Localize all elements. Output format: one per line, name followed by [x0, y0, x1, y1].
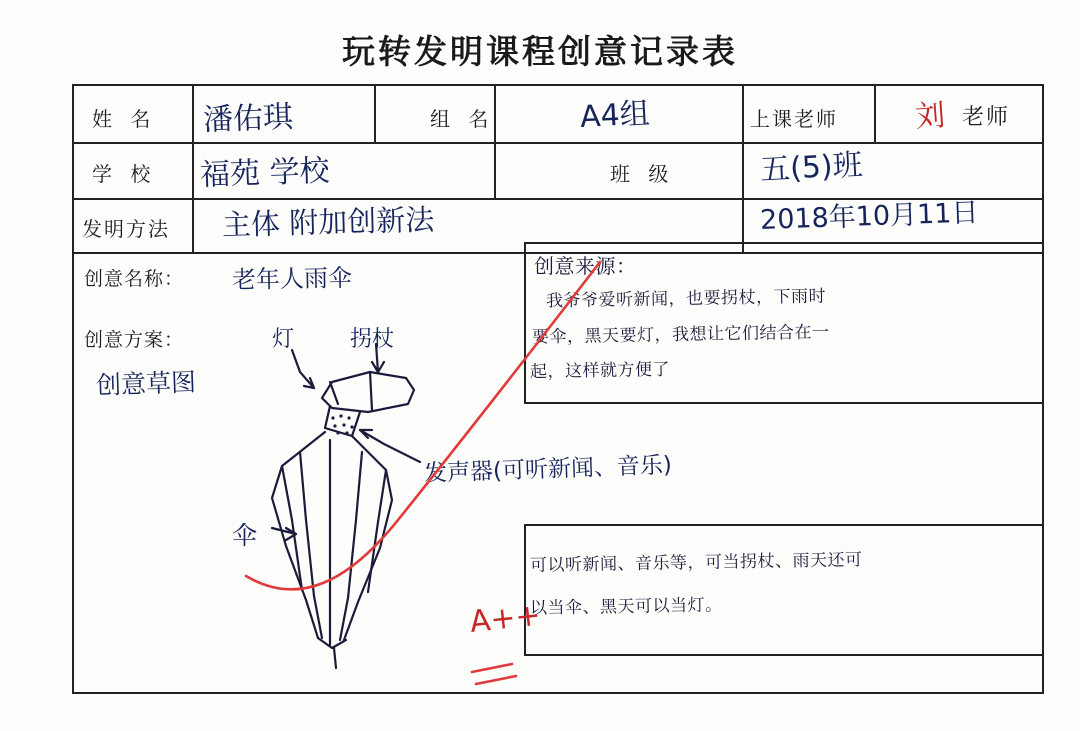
label-creative-name: 创意名称：	[84, 268, 185, 290]
table-col-2	[374, 86, 376, 142]
value-creative-name: 老年人雨伞	[231, 263, 353, 294]
function-line-2: 以当伞、黑天可以当灯。	[529, 595, 723, 619]
label-school: 学 校	[92, 162, 157, 186]
value-name: 潘佑琪	[202, 99, 294, 138]
table-col-5	[874, 86, 876, 142]
label-name: 姓 名	[92, 107, 157, 131]
value-school: 福苑 学校	[199, 153, 331, 193]
source-line-3: 起，这样就方便了	[529, 359, 671, 383]
sketch-label-umbrella: 伞	[232, 521, 258, 550]
value-sketch-label: 创意草图	[95, 367, 197, 400]
label-class: 班 级	[610, 162, 675, 186]
value-group: A4组	[579, 96, 651, 135]
label-teacher: 上课老师	[750, 107, 838, 131]
value-class: 五(5)班	[759, 147, 864, 188]
source-line-2: 要伞，黑天要灯，我想让它们结合在一	[531, 322, 830, 348]
sketch-label-lamp: 灯	[272, 327, 295, 352]
source-line-1: 我爷爷爱听新闻，也要拐杖，下雨时	[545, 286, 827, 312]
function-note-box	[524, 524, 1044, 656]
value-method: 主体 附加创新法	[221, 202, 435, 242]
table-col-1	[192, 86, 194, 198]
table-col-4	[742, 86, 744, 198]
label-method: 发明方法	[82, 217, 170, 241]
sketch-label-sound: 发声器(可听新闻、音乐)	[423, 452, 673, 487]
value-teacher-suffix: 老师	[962, 105, 1011, 130]
sketch-label-grade: A++	[468, 597, 543, 640]
label-creative-plan: 创意方案：	[84, 329, 185, 351]
value-date: 2018年10月11日	[759, 197, 979, 236]
value-teacher: 刘	[914, 97, 947, 135]
table-rule-1	[74, 142, 1042, 144]
page-title: 玩转发明课程创意记录表	[342, 32, 738, 71]
function-line-1: 可以听新闻、音乐等，可当拐杖、雨天还可	[529, 550, 863, 576]
sketch-label-stick: 拐杖	[350, 327, 395, 352]
source-heading: 创意来源：	[534, 254, 637, 278]
label-group: 组 名	[430, 107, 495, 131]
table-col-6	[192, 198, 194, 252]
